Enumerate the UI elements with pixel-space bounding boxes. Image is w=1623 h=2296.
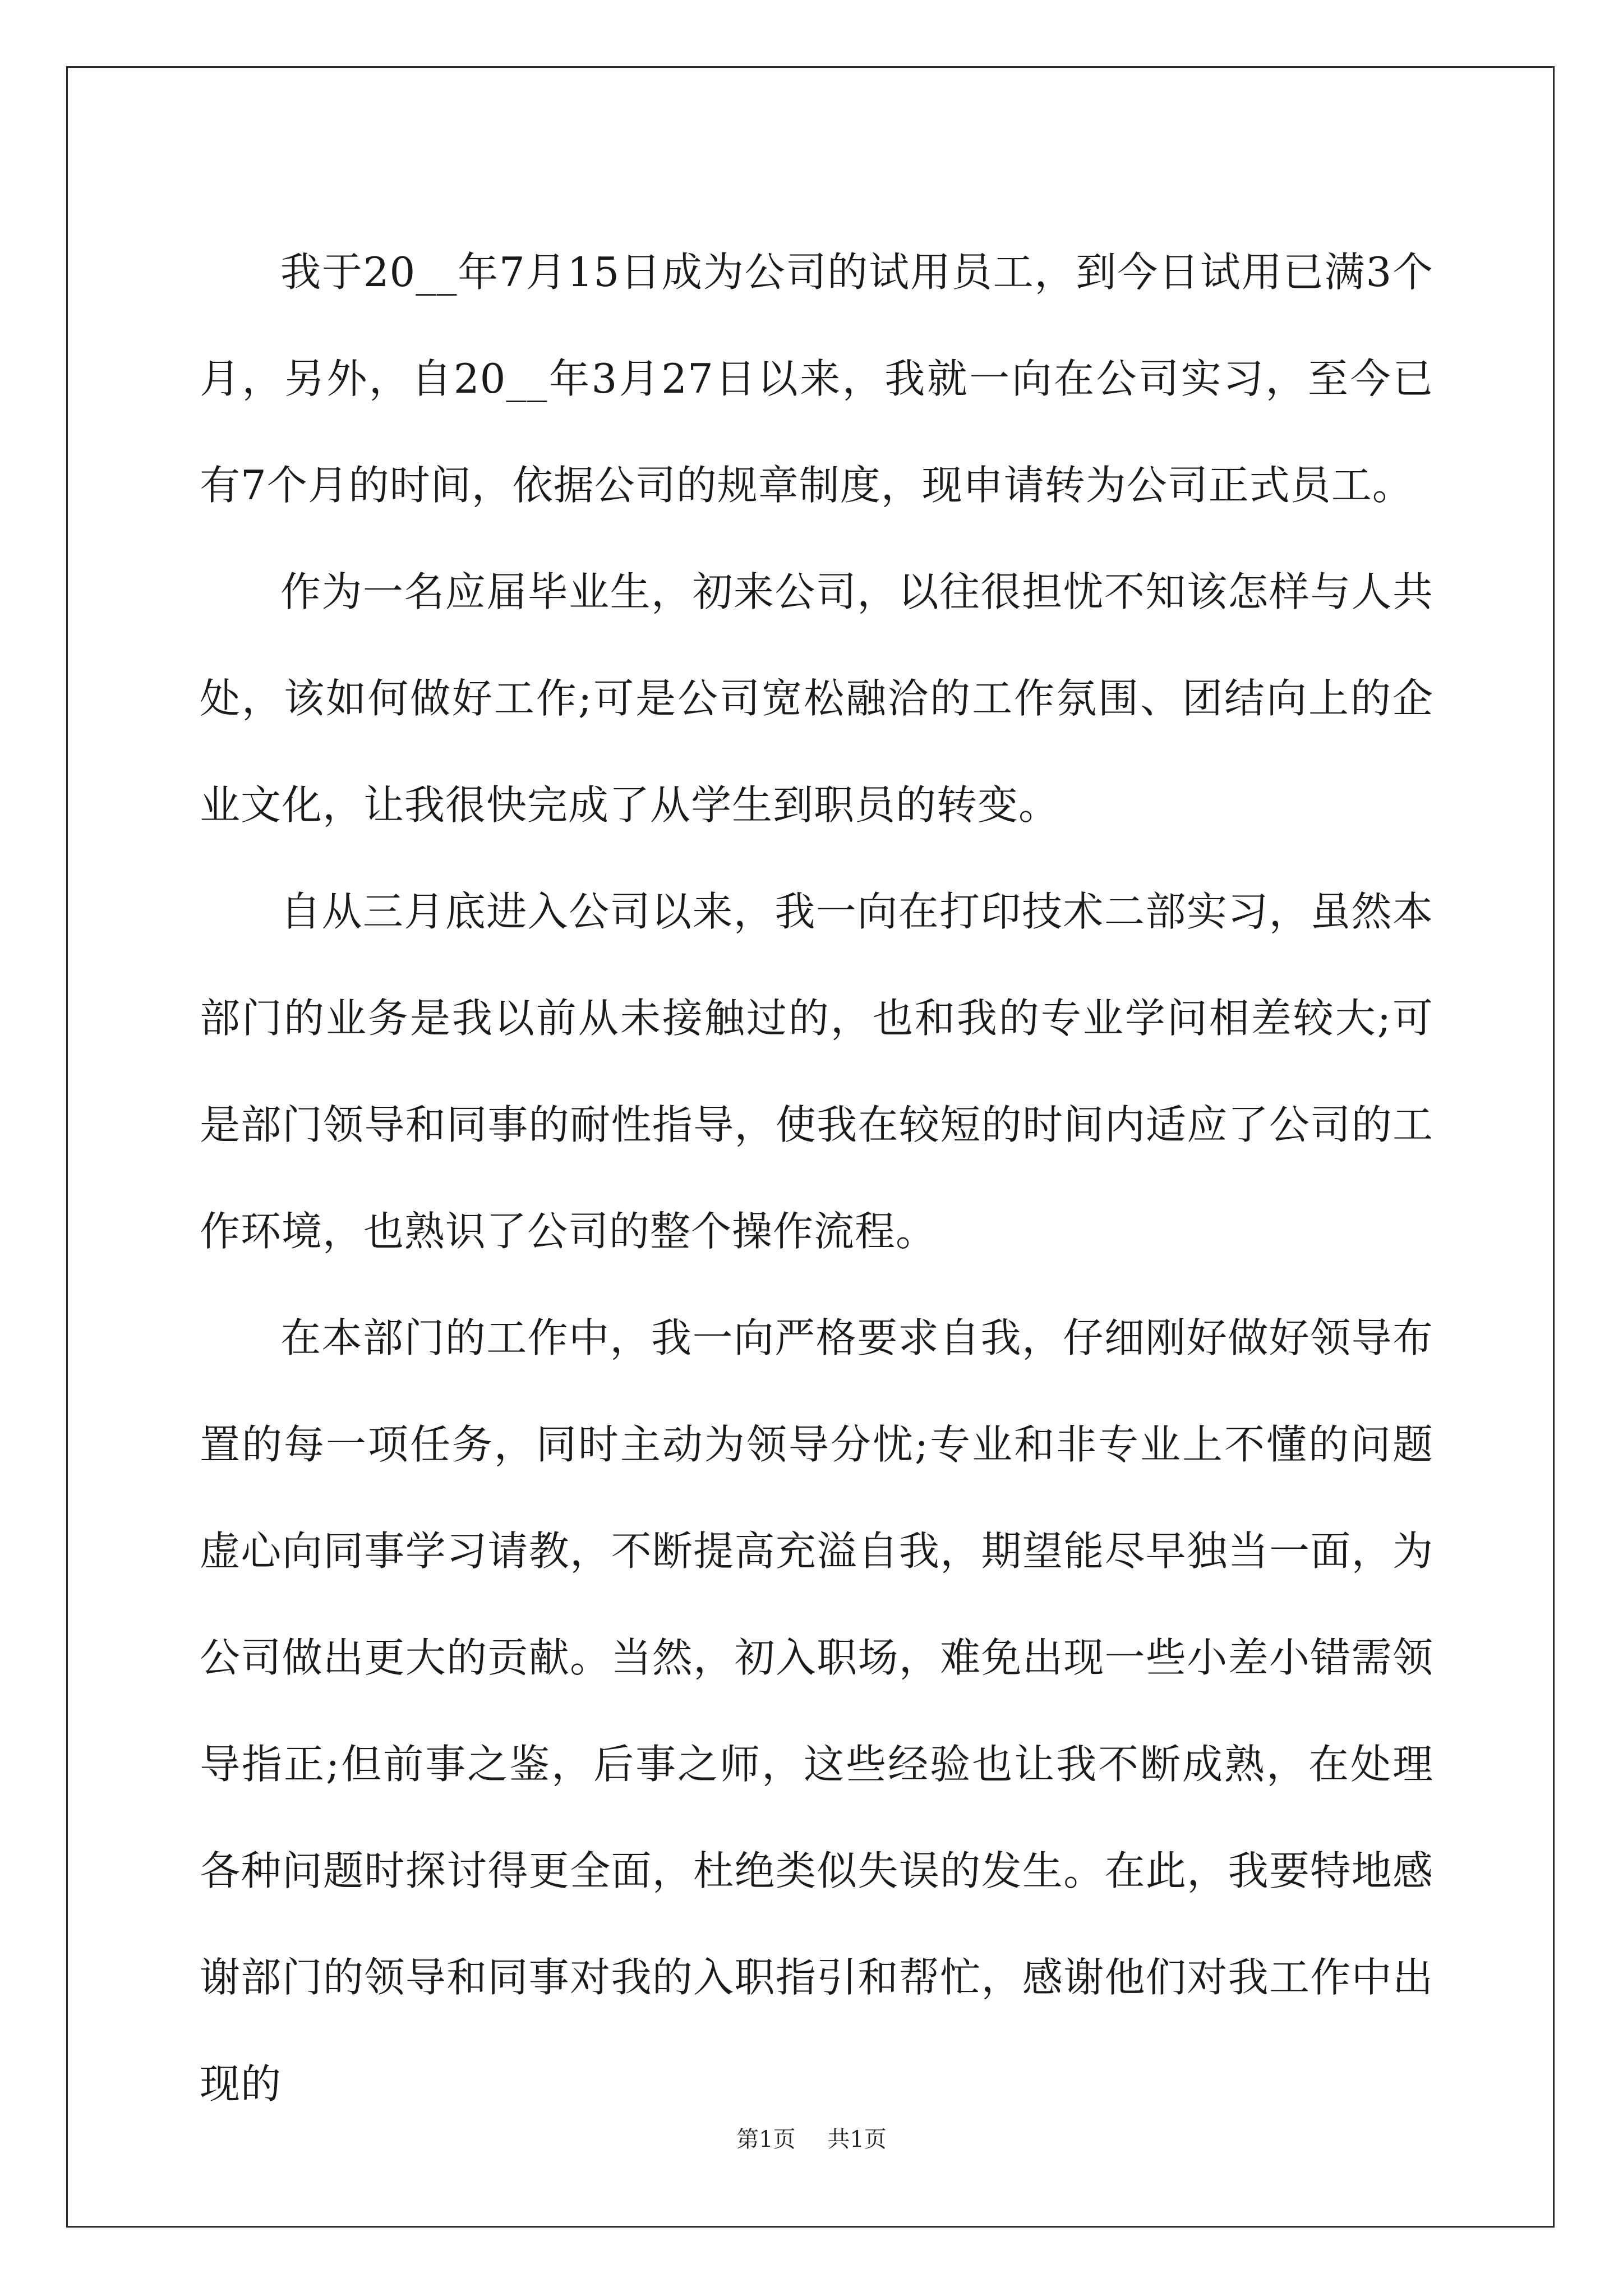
page-number-total: 共1页 bbox=[827, 2127, 887, 2152]
paragraph-1: 我于20__年7月15日成为公司的试用员工，到今日试用已满3个月，另外，自20__年3月27日以来，我就一向在公司实习，至今已有7个月的时间，依据公司的规章制度，现申请转为公司正式员工。 bbox=[200, 249, 1433, 509]
paragraph-3: 自从三月底进入公司以来，我一向在打印技术二部实习，虽然本部门的业务是我以前从未接触过的，也和我的专业学问相差较大;可是部门领导和同事的耐性指导，使我在较短的时间内适应了公司的工作环境，也熟识了公司的整个操作流程。 bbox=[200, 888, 1433, 1255]
document-body bbox=[200, 219, 1433, 2137]
paragraph-4: 在本部门的工作中，我一向严格要求自我，仔细刚好做好领导布置的每一项任务，同时主动为领导分忧;专业和非专业上不懂的问题虚心向同事学习请教，不断提高充溢自我，期望能尽早独当一面，为公司做出更大的贡献。当然，初入职场，难免出现一些小差小错需领导指正;但前事之鉴，后事之师，这些经验也让我不断成熟，在处理各种问题时探讨得更全面，杜绝类似失误的发生。在此，我要特地感谢部门的领导和同事对我的入职指引和帮忙，感谢他们对我工作中出现的 bbox=[200, 1314, 1433, 2108]
paragraph-2: 作为一名应届毕业生，初来公司，以往很担忧不知该怎样与人共处，该如何做好工作;可是公司宽松融洽的工作氛围、团结向上的企业文化，让我很快完成了从学生到职员的转变。 bbox=[200, 568, 1433, 829]
page-footer bbox=[0, 2126, 1623, 2153]
page-number-current: 第1页 bbox=[736, 2127, 796, 2152]
